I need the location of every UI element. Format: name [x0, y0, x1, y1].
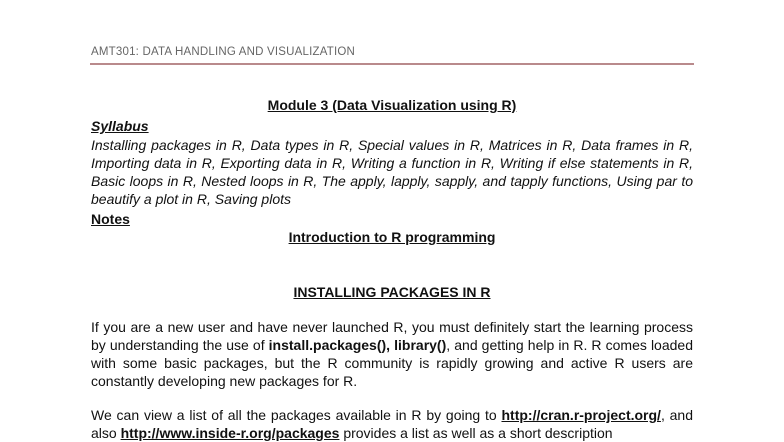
- paragraph-text: provides a list as well as a short description: [339, 425, 613, 441]
- notes-heading: Notes: [91, 211, 130, 227]
- inline-code: install.packages(), library(): [268, 337, 447, 353]
- inside-r-link[interactable]: http://www.inside-r.org/packages: [120, 425, 340, 441]
- intro-heading: Introduction to R programming: [288, 229, 496, 245]
- paragraph-text: If you are a new user and have never launched R, you must definitely start the learning process by understanding the use of: [91, 319, 693, 353]
- paragraph-text: , and getting help in R. R comes loaded with some basic packages, but the R community is rapidly growing and active R users are constantly developing new packages for R.: [91, 337, 693, 389]
- running-header: AMT301: DATA HANDLING AND VISUALIZATION: [91, 46, 356, 58]
- paragraph-packages-list: [91, 406, 693, 442]
- paragraph-install: [91, 318, 693, 390]
- module-title: Module 3 (Data Visualization using R): [267, 97, 517, 113]
- section-heading: INSTALLING PACKAGES IN R: [293, 284, 491, 300]
- paragraph-text: , and also: [91, 407, 693, 441]
- syllabus-text: Installing packages in R, Data types in R, Special values in R, Matrices in R, Data frames in R, Importing data in R, Exporting data in R, Writing a function in R, Writing if else statements in R, Basic loops in R, Nested loops in R, The apply, lapply, sapply, and tapply functions, Using par to beautify a plot in R, Saving plots: [91, 137, 693, 207]
- header-divider: [90, 63, 694, 65]
- paragraph-text: We can view a list of all the packages available in R by going to: [91, 407, 502, 423]
- cran-link[interactable]: http://cran.r-project.org/: [501, 407, 661, 423]
- syllabus-heading: Syllabus: [91, 118, 149, 134]
